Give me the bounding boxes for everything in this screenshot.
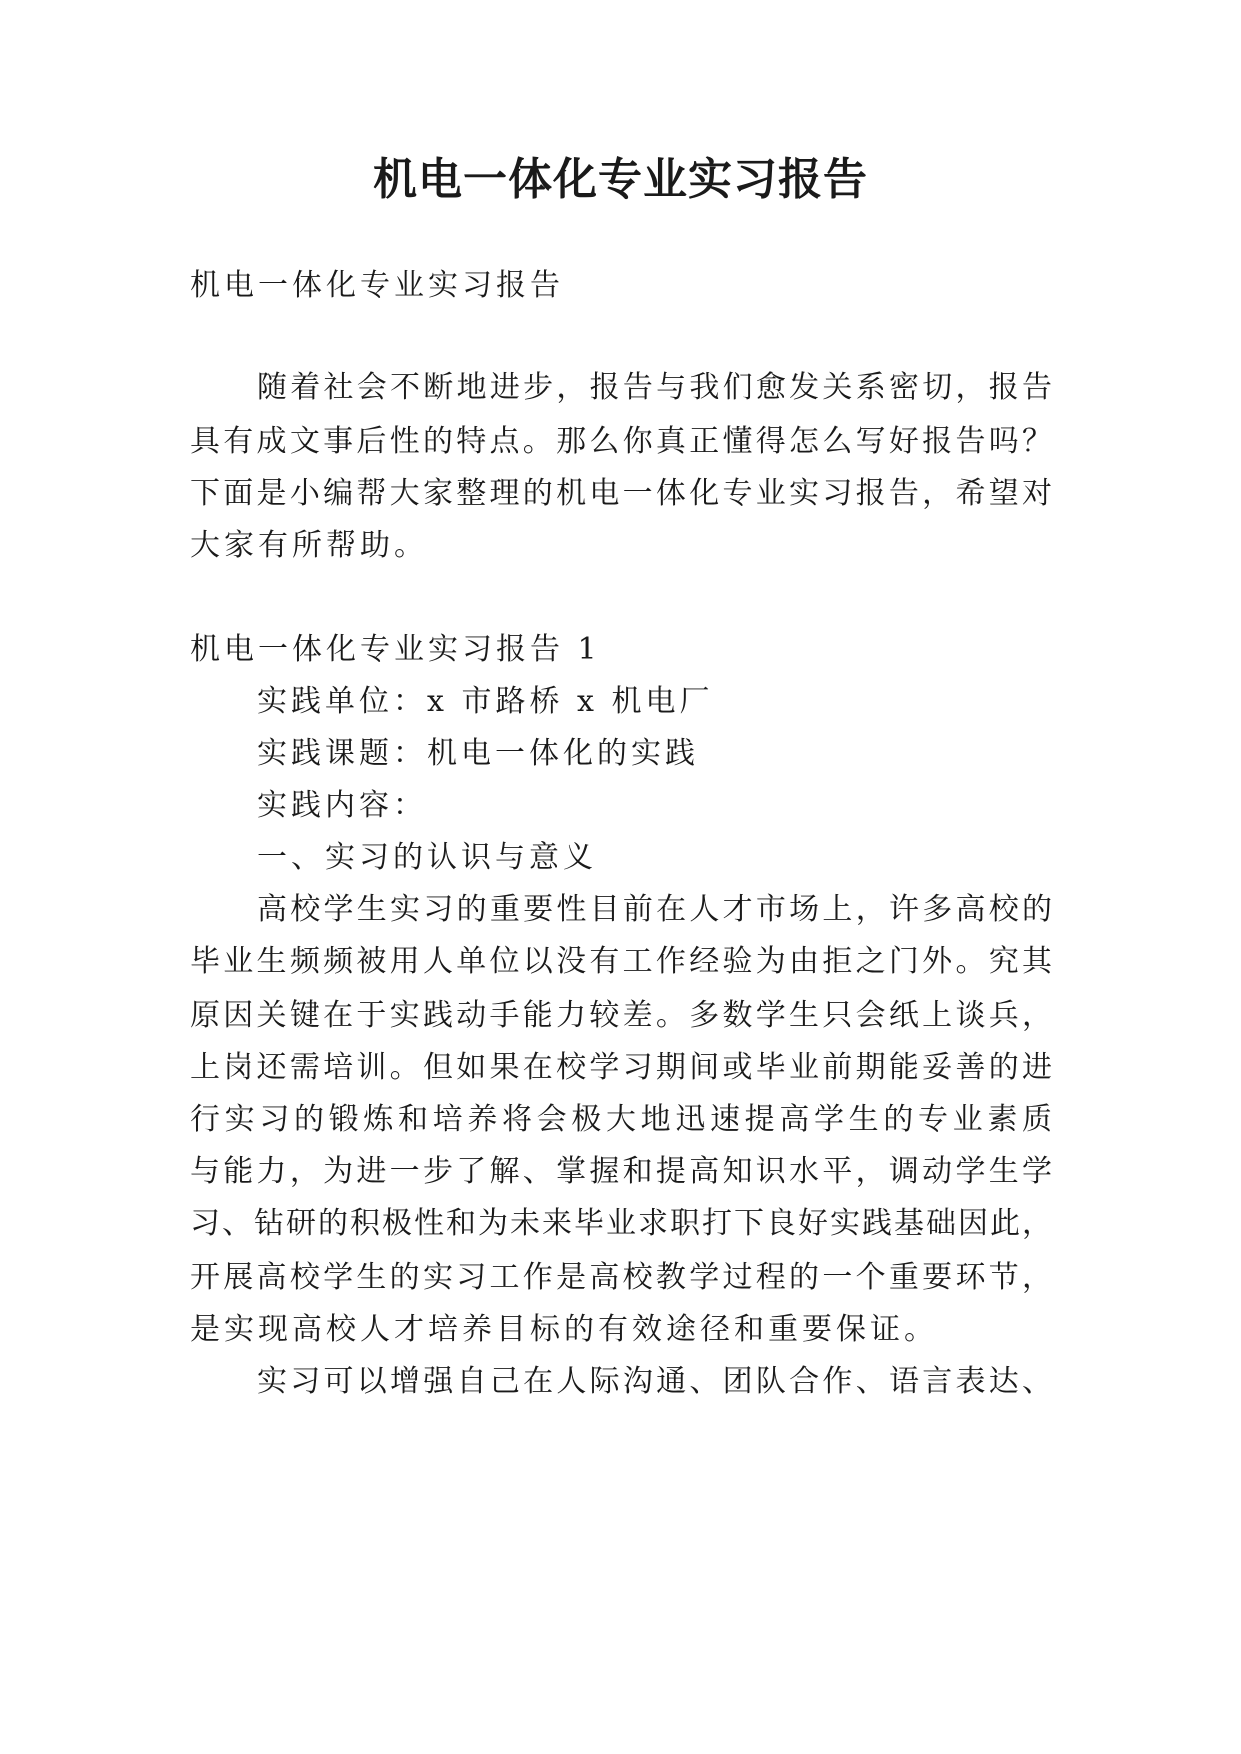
body-line-4: 上岗还需培训。但如果在校学习期间或毕业前期能妥善的进 — [190, 1050, 1052, 1085]
body-line-5: 行实习的锻炼和培养将会极大地迅速提高学生的专业素质 — [190, 1102, 1052, 1137]
intro-line-2: 具有成文事后性的特点。那么你真正懂得怎么写好报告吗？ — [190, 424, 1052, 459]
body-line-1: 高校学生实习的重要性目前在人才市场上，许多高校的 — [257, 892, 1052, 927]
body-line-6: 与能力，为进一步了解、掌握和提高知识水平，调动学生学 — [190, 1154, 1052, 1189]
intro-line-3: 下面是小编帮大家整理的机电一体化专业实习报告，希望对 — [190, 476, 1052, 511]
subtitle: 机电一体化专业实习报告 — [190, 268, 564, 303]
document-title: 机电一体化专业实习报告 — [373, 154, 868, 205]
body-line-8: 开展高校学生的实习工作是高校教学过程的一个重要环节， — [190, 1260, 1052, 1295]
intro-line-1: 随着社会不断地进步，报告与我们愈发关系密切，报告 — [257, 370, 1052, 405]
part-one-heading: 一、实习的认识与意义 — [257, 840, 597, 875]
practice-topic: 实践课题：机电一体化的实践 — [257, 736, 699, 771]
practice-unit: 实践单位：x 市路桥 x 机电厂 — [257, 684, 714, 719]
intro-line-4: 大家有所帮助。 — [190, 528, 428, 563]
practice-content-label: 实践内容： — [257, 788, 427, 823]
next-paragraph-line: 实习可以增强自己在人际沟通、团队合作、语言表达、 — [257, 1364, 1052, 1399]
body-line-7: 习、钻研的积极性和为未来毕业求职打下良好实践基础因此， — [190, 1206, 1052, 1241]
body-line-3: 原因关键在于实践动手能力较差。多数学生只会纸上谈兵， — [190, 998, 1052, 1033]
body-line-2: 毕业生频频被用人单位以没有工作经验为由拒之门外。究其 — [190, 944, 1052, 979]
section-heading: 机电一体化专业实习报告 1 — [190, 632, 601, 667]
body-line-9: 是实现高校人才培养目标的有效途径和重要保证。 — [190, 1312, 938, 1347]
